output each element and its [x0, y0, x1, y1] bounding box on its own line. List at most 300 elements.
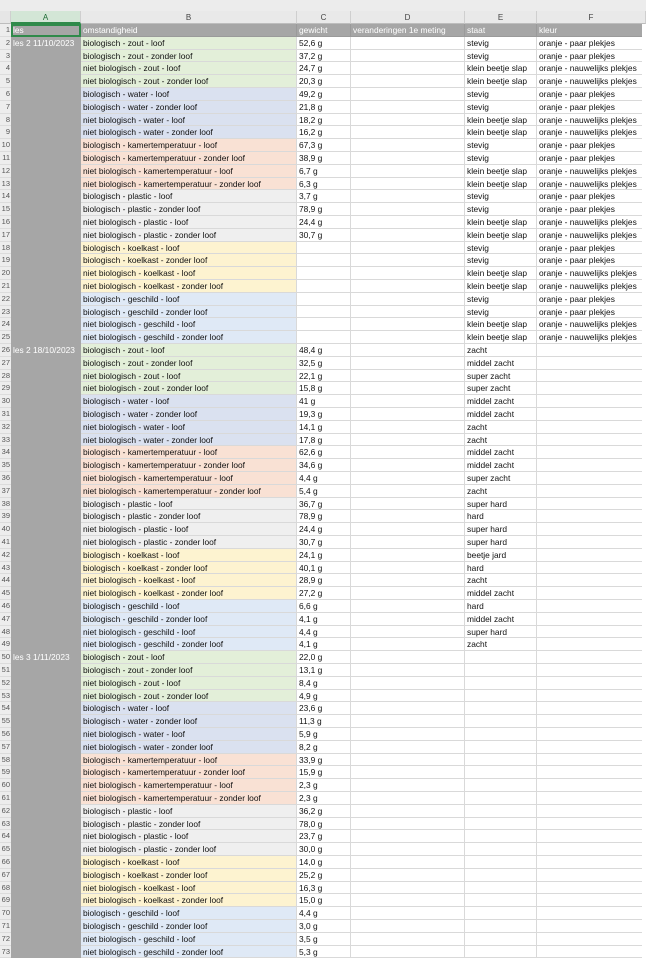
- cell-f[interactable]: [537, 766, 646, 779]
- cell-a[interactable]: [11, 165, 81, 178]
- cell-e[interactable]: klein beetje slap: [465, 267, 537, 280]
- cell-b[interactable]: biologisch - water - loof: [81, 88, 297, 101]
- cell-c[interactable]: 8,2 g: [297, 741, 351, 754]
- cell-b[interactable]: niet biologisch - water - loof: [81, 114, 297, 127]
- cell-a[interactable]: [11, 190, 81, 203]
- cell-c[interactable]: 4,4 g: [297, 626, 351, 639]
- cell-a[interactable]: les 2 18/10/2023: [11, 344, 81, 357]
- cell-f[interactable]: [537, 856, 646, 869]
- cell-a[interactable]: [11, 498, 81, 511]
- cell-e[interactable]: [465, 651, 537, 664]
- cell-f[interactable]: oranje - nauwelijks plekjes: [537, 178, 646, 191]
- header-cell-c[interactable]: gewicht: [297, 24, 351, 37]
- row-number[interactable]: 52: [0, 677, 11, 690]
- cell-a[interactable]: [11, 421, 81, 434]
- cell-e[interactable]: [465, 856, 537, 869]
- cell-c[interactable]: 41 g: [297, 395, 351, 408]
- cell-f[interactable]: oranje - nauwelijks plekjes: [537, 216, 646, 229]
- cell-a[interactable]: [11, 741, 81, 754]
- cell-d[interactable]: [351, 344, 465, 357]
- cell-c[interactable]: 3,7 g: [297, 190, 351, 203]
- cell-a[interactable]: [11, 485, 81, 498]
- cell-a[interactable]: [11, 920, 81, 933]
- row-number[interactable]: 63: [0, 818, 11, 831]
- cell-e[interactable]: [465, 690, 537, 703]
- cell-d[interactable]: [351, 434, 465, 447]
- cell-f[interactable]: oranje - paar plekjes: [537, 306, 646, 319]
- cell-f[interactable]: oranje - paar plekjes: [537, 37, 646, 50]
- cell-f[interactable]: [537, 882, 646, 895]
- cell-f[interactable]: [537, 946, 646, 959]
- cell-e[interactable]: middel zacht: [465, 408, 537, 421]
- row-number[interactable]: 62: [0, 805, 11, 818]
- cell-e[interactable]: zacht: [465, 434, 537, 447]
- cell-e[interactable]: [465, 894, 537, 907]
- cell-b[interactable]: biologisch - zout - loof: [81, 651, 297, 664]
- row-number[interactable]: 7: [0, 101, 11, 114]
- cell-e[interactable]: stevig: [465, 254, 537, 267]
- cell-c[interactable]: 23,7 g: [297, 830, 351, 843]
- cell-a[interactable]: [11, 395, 81, 408]
- cell-b[interactable]: biologisch - water - loof: [81, 395, 297, 408]
- cell-e[interactable]: super zacht: [465, 472, 537, 485]
- cell-d[interactable]: [351, 178, 465, 191]
- cell-b[interactable]: niet biologisch - geschild - loof: [81, 933, 297, 946]
- cell-f[interactable]: oranje - nauwelijks plekjes: [537, 62, 646, 75]
- cell-a[interactable]: [11, 805, 81, 818]
- cell-f[interactable]: [537, 459, 646, 472]
- cell-e[interactable]: middel zacht: [465, 357, 537, 370]
- cell-f[interactable]: [537, 472, 646, 485]
- cell-c[interactable]: 37,2 g: [297, 50, 351, 63]
- cell-c[interactable]: [297, 280, 351, 293]
- cell-b[interactable]: biologisch - water - zonder loof: [81, 408, 297, 421]
- cell-b[interactable]: biologisch - kamertemperatuur - loof: [81, 446, 297, 459]
- cell-d[interactable]: [351, 101, 465, 114]
- cell-c[interactable]: 2,3 g: [297, 779, 351, 792]
- cell-d[interactable]: [351, 536, 465, 549]
- cell-f[interactable]: oranje - paar plekjes: [537, 203, 646, 216]
- row-number[interactable]: 60: [0, 779, 11, 792]
- cell-d[interactable]: [351, 510, 465, 523]
- cell-b[interactable]: niet biologisch - koelkast - zonder loof: [81, 587, 297, 600]
- cell-e[interactable]: zacht: [465, 344, 537, 357]
- cell-b[interactable]: biologisch - plastic - zonder loof: [81, 818, 297, 831]
- cell-b[interactable]: biologisch - plastic - loof: [81, 190, 297, 203]
- cell-f[interactable]: [537, 933, 646, 946]
- cell-b[interactable]: niet biologisch - zout - loof: [81, 370, 297, 383]
- row-number[interactable]: 13: [0, 178, 11, 191]
- cell-d[interactable]: [351, 331, 465, 344]
- cell-a[interactable]: [11, 933, 81, 946]
- cell-a[interactable]: [11, 638, 81, 651]
- cell-b[interactable]: niet biologisch - zout - zonder loof: [81, 75, 297, 88]
- cell-b[interactable]: biologisch - zout - zonder loof: [81, 664, 297, 677]
- cell-a[interactable]: [11, 229, 81, 242]
- cell-d[interactable]: [351, 485, 465, 498]
- cell-a[interactable]: [11, 626, 81, 639]
- cell-b[interactable]: biologisch - koelkast - loof: [81, 549, 297, 562]
- cell-b[interactable]: biologisch - koelkast - zonder loof: [81, 562, 297, 575]
- row-number[interactable]: 37: [0, 485, 11, 498]
- row-number[interactable]: 28: [0, 370, 11, 383]
- cell-d[interactable]: [351, 50, 465, 63]
- cell-b[interactable]: niet biologisch - plastic - zonder loof: [81, 536, 297, 549]
- row-number[interactable]: 42: [0, 549, 11, 562]
- cell-b[interactable]: biologisch - koelkast - loof: [81, 242, 297, 255]
- row-number[interactable]: 2: [0, 37, 11, 50]
- cell-c[interactable]: 18,2 g: [297, 114, 351, 127]
- cell-d[interactable]: [351, 88, 465, 101]
- cell-d[interactable]: [351, 318, 465, 331]
- cell-a[interactable]: [11, 946, 81, 959]
- cell-b[interactable]: biologisch - geschild - zonder loof: [81, 306, 297, 319]
- cell-c[interactable]: 36,2 g: [297, 805, 351, 818]
- cell-f[interactable]: oranje - paar plekjes: [537, 190, 646, 203]
- cell-f[interactable]: [537, 485, 646, 498]
- cell-c[interactable]: 24,4 g: [297, 216, 351, 229]
- cell-b[interactable]: niet biologisch - plastic - loof: [81, 830, 297, 843]
- cell-c[interactable]: 5,3 g: [297, 946, 351, 959]
- cell-b[interactable]: biologisch - koelkast - zonder loof: [81, 254, 297, 267]
- cell-d[interactable]: [351, 677, 465, 690]
- cell-b[interactable]: niet biologisch - water - loof: [81, 728, 297, 741]
- cell-a[interactable]: [11, 894, 81, 907]
- cell-d[interactable]: [351, 805, 465, 818]
- row-number[interactable]: 64: [0, 830, 11, 843]
- cell-a[interactable]: [11, 766, 81, 779]
- row-number[interactable]: 59: [0, 766, 11, 779]
- row-number[interactable]: 66: [0, 856, 11, 869]
- cell-e[interactable]: super hard: [465, 536, 537, 549]
- cell-c[interactable]: 5,9 g: [297, 728, 351, 741]
- row-number[interactable]: 57: [0, 741, 11, 754]
- cell-d[interactable]: [351, 114, 465, 127]
- cell-b[interactable]: biologisch - kamertemperatuur - zonder loof: [81, 459, 297, 472]
- cell-a[interactable]: [11, 536, 81, 549]
- row-number[interactable]: 40: [0, 523, 11, 536]
- header-cell-e[interactable]: staat: [465, 24, 537, 37]
- cell-f[interactable]: oranje - nauwelijks plekjes: [537, 267, 646, 280]
- cell-d[interactable]: [351, 446, 465, 459]
- cell-d[interactable]: [351, 459, 465, 472]
- cell-e[interactable]: super hard: [465, 498, 537, 511]
- cell-e[interactable]: stevig: [465, 88, 537, 101]
- row-number[interactable]: 35: [0, 459, 11, 472]
- cell-a[interactable]: [11, 318, 81, 331]
- cell-f[interactable]: [537, 600, 646, 613]
- cell-b[interactable]: niet biologisch - kamertemperatuur - zonder loof: [81, 792, 297, 805]
- cell-e[interactable]: klein beetje slap: [465, 331, 537, 344]
- cell-c[interactable]: 36,7 g: [297, 498, 351, 511]
- row-number[interactable]: 32: [0, 421, 11, 434]
- cell-a[interactable]: [11, 114, 81, 127]
- cell-d[interactable]: [351, 242, 465, 255]
- cell-b[interactable]: biologisch - water - zonder loof: [81, 101, 297, 114]
- cell-b[interactable]: biologisch - koelkast - loof: [81, 856, 297, 869]
- cell-b[interactable]: niet biologisch - water - zonder loof: [81, 741, 297, 754]
- cell-f[interactable]: [537, 382, 646, 395]
- cell-f[interactable]: oranje - paar plekjes: [537, 139, 646, 152]
- cell-b[interactable]: biologisch - plastic - zonder loof: [81, 203, 297, 216]
- cell-c[interactable]: 17,8 g: [297, 434, 351, 447]
- cell-c[interactable]: [297, 242, 351, 255]
- cell-f[interactable]: [537, 536, 646, 549]
- cell-a[interactable]: [11, 664, 81, 677]
- cell-b[interactable]: biologisch - kamertemperatuur - zonder loof: [81, 152, 297, 165]
- cell-e[interactable]: stevig: [465, 50, 537, 63]
- cell-f[interactable]: oranje - paar plekjes: [537, 101, 646, 114]
- row-number[interactable]: 19: [0, 254, 11, 267]
- cell-e[interactable]: klein beetje slap: [465, 126, 537, 139]
- cell-f[interactable]: oranje - paar plekjes: [537, 88, 646, 101]
- cell-f[interactable]: [537, 562, 646, 575]
- cell-e[interactable]: stevig: [465, 306, 537, 319]
- row-number[interactable]: 29: [0, 382, 11, 395]
- cell-f[interactable]: oranje - nauwelijks plekjes: [537, 75, 646, 88]
- cell-d[interactable]: [351, 293, 465, 306]
- cell-d[interactable]: [351, 280, 465, 293]
- row-number[interactable]: 9: [0, 126, 11, 139]
- cell-d[interactable]: [351, 357, 465, 370]
- row-number[interactable]: 43: [0, 562, 11, 575]
- cell-b[interactable]: biologisch - plastic - loof: [81, 498, 297, 511]
- cell-e[interactable]: hard: [465, 600, 537, 613]
- cell-c[interactable]: 32,5 g: [297, 357, 351, 370]
- cell-a[interactable]: [11, 882, 81, 895]
- cell-b[interactable]: biologisch - plastic - loof: [81, 805, 297, 818]
- cell-e[interactable]: klein beetje slap: [465, 318, 537, 331]
- cell-c[interactable]: 5,4 g: [297, 485, 351, 498]
- cell-d[interactable]: [351, 190, 465, 203]
- cell-b[interactable]: niet biologisch - kamertemperatuur - loof: [81, 779, 297, 792]
- cell-f[interactable]: [537, 574, 646, 587]
- cell-d[interactable]: [351, 818, 465, 831]
- cell-f[interactable]: [537, 344, 646, 357]
- cell-f[interactable]: [537, 446, 646, 459]
- cell-a[interactable]: [11, 267, 81, 280]
- cell-c[interactable]: 14,0 g: [297, 856, 351, 869]
- cell-e[interactable]: stevig: [465, 203, 537, 216]
- row-number[interactable]: 27: [0, 357, 11, 370]
- cell-d[interactable]: [351, 139, 465, 152]
- cell-e[interactable]: middel zacht: [465, 446, 537, 459]
- cell-e[interactable]: [465, 728, 537, 741]
- column-header-c[interactable]: C: [297, 11, 351, 24]
- cell-f[interactable]: [537, 907, 646, 920]
- cell-f[interactable]: oranje - paar plekjes: [537, 242, 646, 255]
- cell-a[interactable]: [11, 677, 81, 690]
- cell-f[interactable]: [537, 779, 646, 792]
- cell-e[interactable]: middel zacht: [465, 459, 537, 472]
- header-cell-f[interactable]: kleur: [537, 24, 646, 37]
- cell-d[interactable]: [351, 715, 465, 728]
- cell-e[interactable]: [465, 741, 537, 754]
- row-number[interactable]: 46: [0, 600, 11, 613]
- row-number[interactable]: 61: [0, 792, 11, 805]
- cell-c[interactable]: 30,0 g: [297, 843, 351, 856]
- cell-d[interactable]: [351, 229, 465, 242]
- cell-c[interactable]: [297, 254, 351, 267]
- cell-b[interactable]: niet biologisch - zout - zonder loof: [81, 690, 297, 703]
- cell-f[interactable]: [537, 677, 646, 690]
- cell-c[interactable]: [297, 331, 351, 344]
- cell-b[interactable]: biologisch - zout - zonder loof: [81, 50, 297, 63]
- cell-b[interactable]: niet biologisch - koelkast - loof: [81, 267, 297, 280]
- cell-d[interactable]: [351, 638, 465, 651]
- cell-c[interactable]: 4,4 g: [297, 472, 351, 485]
- cell-c[interactable]: 78,9 g: [297, 510, 351, 523]
- row-number[interactable]: 68: [0, 882, 11, 895]
- cell-d[interactable]: [351, 792, 465, 805]
- cell-c[interactable]: 15,8 g: [297, 382, 351, 395]
- cell-e[interactable]: beetje jard: [465, 549, 537, 562]
- cell-c[interactable]: 6,3 g: [297, 178, 351, 191]
- cell-c[interactable]: [297, 306, 351, 319]
- cell-c[interactable]: 48,4 g: [297, 344, 351, 357]
- cell-b[interactable]: niet biologisch - kamertemperatuur - zonder loof: [81, 485, 297, 498]
- column-header-a[interactable]: A: [11, 11, 81, 24]
- cell-f[interactable]: [537, 741, 646, 754]
- cell-b[interactable]: niet biologisch - geschild - loof: [81, 318, 297, 331]
- cell-f[interactable]: [537, 523, 646, 536]
- cell-a[interactable]: [11, 203, 81, 216]
- cell-e[interactable]: klein beetje slap: [465, 165, 537, 178]
- cell-d[interactable]: [351, 702, 465, 715]
- cell-c[interactable]: 11,3 g: [297, 715, 351, 728]
- row-number[interactable]: 15: [0, 203, 11, 216]
- cell-a[interactable]: [11, 510, 81, 523]
- cell-f[interactable]: oranje - paar plekjes: [537, 254, 646, 267]
- cell-d[interactable]: [351, 779, 465, 792]
- cell-d[interactable]: [351, 62, 465, 75]
- row-number[interactable]: 4: [0, 62, 11, 75]
- cell-a[interactable]: [11, 715, 81, 728]
- cell-b[interactable]: biologisch - geschild - loof: [81, 600, 297, 613]
- column-header-d[interactable]: D: [351, 11, 465, 24]
- cell-c[interactable]: 15,0 g: [297, 894, 351, 907]
- row-number[interactable]: 36: [0, 472, 11, 485]
- cell-a[interactable]: [11, 472, 81, 485]
- cell-f[interactable]: oranje - nauwelijks plekjes: [537, 331, 646, 344]
- cell-e[interactable]: klein beetje slap: [465, 62, 537, 75]
- cell-f[interactable]: [537, 651, 646, 664]
- row-number[interactable]: 49: [0, 638, 11, 651]
- cell-b[interactable]: niet biologisch - geschild - zonder loof: [81, 946, 297, 959]
- cell-f[interactable]: [537, 408, 646, 421]
- cell-d[interactable]: [351, 600, 465, 613]
- cell-d[interactable]: [351, 382, 465, 395]
- cell-e[interactable]: klein beetje slap: [465, 178, 537, 191]
- cell-d[interactable]: [351, 562, 465, 575]
- cell-c[interactable]: 78,0 g: [297, 818, 351, 831]
- cell-f[interactable]: [537, 894, 646, 907]
- cell-e[interactable]: [465, 805, 537, 818]
- cell-c[interactable]: 15,9 g: [297, 766, 351, 779]
- cell-f[interactable]: [537, 920, 646, 933]
- cell-a[interactable]: [11, 856, 81, 869]
- cell-a[interactable]: [11, 254, 81, 267]
- cell-b[interactable]: niet biologisch - koelkast - loof: [81, 574, 297, 587]
- cell-c[interactable]: 6,7 g: [297, 165, 351, 178]
- column-header-b[interactable]: B: [81, 11, 297, 24]
- cell-d[interactable]: [351, 856, 465, 869]
- cell-e[interactable]: super hard: [465, 523, 537, 536]
- cell-b[interactable]: biologisch - geschild - zonder loof: [81, 920, 297, 933]
- row-number[interactable]: 22: [0, 293, 11, 306]
- cell-d[interactable]: [351, 165, 465, 178]
- cell-e[interactable]: [465, 779, 537, 792]
- row-number[interactable]: 6: [0, 88, 11, 101]
- cell-b[interactable]: niet biologisch - zout - loof: [81, 677, 297, 690]
- row-number[interactable]: 31: [0, 408, 11, 421]
- row-number[interactable]: 71: [0, 920, 11, 933]
- cell-e[interactable]: stevig: [465, 242, 537, 255]
- cell-d[interactable]: [351, 907, 465, 920]
- cell-a[interactable]: [11, 357, 81, 370]
- cell-e[interactable]: [465, 754, 537, 767]
- cell-a[interactable]: [11, 408, 81, 421]
- cell-d[interactable]: [351, 894, 465, 907]
- row-number[interactable]: 30: [0, 395, 11, 408]
- cell-b[interactable]: niet biologisch - koelkast - zonder loof: [81, 894, 297, 907]
- row-number[interactable]: 56: [0, 728, 11, 741]
- row-number[interactable]: 17: [0, 229, 11, 242]
- cell-d[interactable]: [351, 395, 465, 408]
- cell-a[interactable]: [11, 562, 81, 575]
- cell-c[interactable]: 28,9 g: [297, 574, 351, 587]
- cell-c[interactable]: 6,6 g: [297, 600, 351, 613]
- row-number[interactable]: 11: [0, 152, 11, 165]
- cell-a[interactable]: [11, 792, 81, 805]
- cell-d[interactable]: [351, 421, 465, 434]
- cell-d[interactable]: [351, 574, 465, 587]
- cell-f[interactable]: [537, 395, 646, 408]
- cell-f[interactable]: [537, 690, 646, 703]
- cell-b[interactable]: niet biologisch - kamertemperatuur - loof: [81, 472, 297, 485]
- row-number[interactable]: 12: [0, 165, 11, 178]
- cell-b[interactable]: biologisch - kamertemperatuur - loof: [81, 754, 297, 767]
- cell-a[interactable]: [11, 690, 81, 703]
- cell-d[interactable]: [351, 267, 465, 280]
- cell-e[interactable]: klein beetje slap: [465, 114, 537, 127]
- cell-c[interactable]: 67,3 g: [297, 139, 351, 152]
- cell-a[interactable]: [11, 587, 81, 600]
- row-number[interactable]: 48: [0, 626, 11, 639]
- cell-a[interactable]: [11, 50, 81, 63]
- cell-a[interactable]: [11, 62, 81, 75]
- cell-e[interactable]: stevig: [465, 152, 537, 165]
- row-number[interactable]: 70: [0, 907, 11, 920]
- cell-a[interactable]: [11, 88, 81, 101]
- cell-f[interactable]: [537, 702, 646, 715]
- cell-d[interactable]: [351, 754, 465, 767]
- cell-c[interactable]: 3,5 g: [297, 933, 351, 946]
- cell-f[interactable]: [537, 805, 646, 818]
- row-number[interactable]: 26: [0, 344, 11, 357]
- cell-b[interactable]: niet biologisch - water - loof: [81, 421, 297, 434]
- cell-b[interactable]: biologisch - geschild - loof: [81, 293, 297, 306]
- cell-a[interactable]: [11, 779, 81, 792]
- cell-d[interactable]: [351, 472, 465, 485]
- cell-e[interactable]: stevig: [465, 101, 537, 114]
- row-number[interactable]: 50: [0, 651, 11, 664]
- cell-a[interactable]: [11, 293, 81, 306]
- cell-a[interactable]: [11, 728, 81, 741]
- row-number[interactable]: 14: [0, 190, 11, 203]
- cell-d[interactable]: [351, 549, 465, 562]
- cell-e[interactable]: [465, 702, 537, 715]
